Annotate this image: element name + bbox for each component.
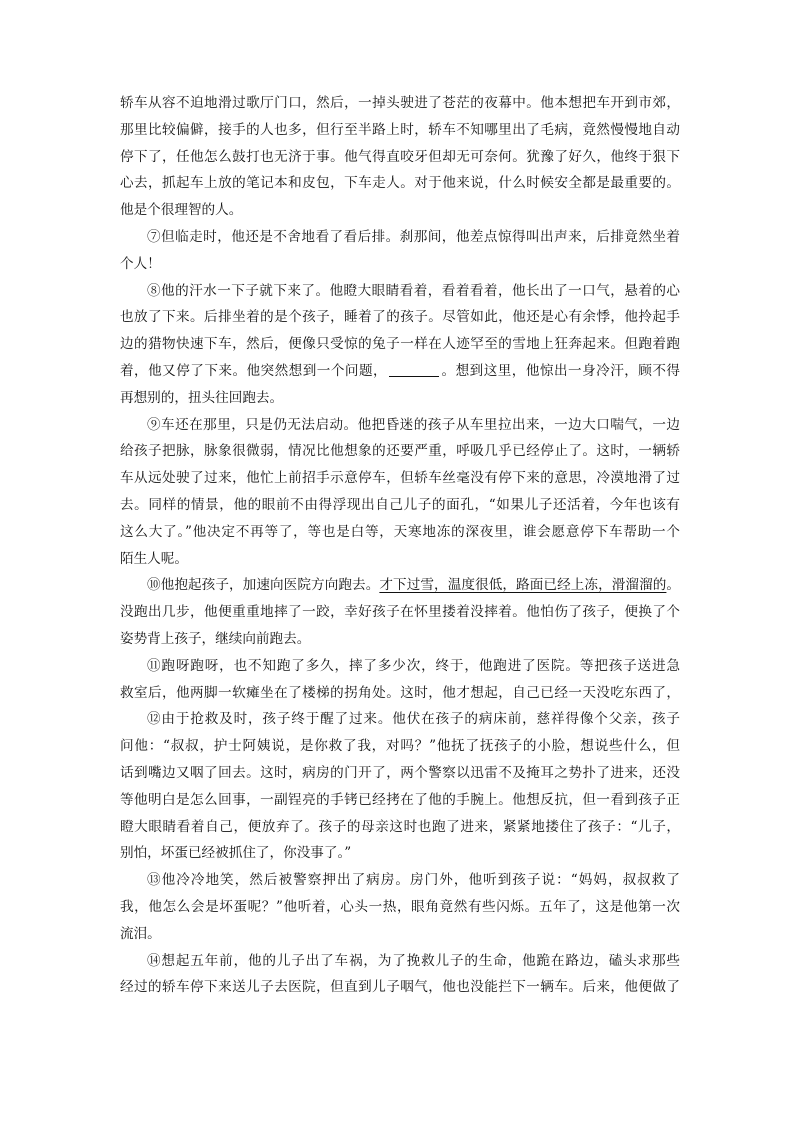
text-line: 给孩子把脉，脉象很微弱，情况比他想象的还要严重，呼吸几乎已经停止了。这时，一辆轿	[120, 443, 680, 460]
text-line	[120, 358, 680, 385]
text-segment: 。	[666, 577, 681, 594]
text-segment: 着，他又停了下来。他突然想到一个问题，	[120, 362, 388, 379]
text-line: 他是个很理智的人。	[120, 202, 243, 219]
text-line: 经过的轿车停下来送儿子去医院，但直到儿子咽气，他也没能拦下一辆车。后来，他便做了	[120, 979, 680, 996]
text-line	[120, 331, 680, 358]
text-line: 等他明白是怎么回事，一副锃亮的手铐已经拷在了他的手腕上。他想反抗，但一看到孩子正	[120, 791, 680, 808]
text-line: ⑬他冷冷地笑，然后被警察押出了病房。房门外，他听到孩子说：“妈妈，叔叔救了	[147, 872, 680, 889]
text-line: ⑭想起五年前，他的儿子出了车祸，为了挽救儿子的生命，他跪在路边，磕头求那些	[147, 952, 680, 969]
text-line: 我，他怎么会是坏蛋呢？”他听着，心头一热，眼角竟然有些闪烁。五年了，这是他第一次	[120, 898, 680, 915]
text-line: 话到嘴边又咽了回去。这时，病房的门开了，两个警察以迅雷不及掩耳之势扑了进来，还没	[120, 764, 680, 781]
text-line: ⑦但临走时，他还是不舍地看了看后排。刹那间，他差点惊得叫出声来，后排竟然坐着	[147, 228, 680, 245]
text-line: 轿车从容不迫地滑过歌厅门口，然后，一掉头驶进了苍茫的夜幕中。他本想把车开到市郊，	[120, 95, 680, 111]
text-line: 车从远处驶了过来，他忙上前招手示意停车，但轿车丝毫没有停下来的意思，冷漠地滑了过	[120, 470, 680, 487]
text-line	[120, 572, 680, 599]
text-line: 去。同样的情景，他的眼前不由得浮现出自己儿子的面孔，“如果儿子还活着，今年也该有	[120, 496, 680, 513]
text-line: 也放了下来。后排坐着的是个孩子，睡着了的孩子。尽管如此，他还是心有余悸，他拎起手	[120, 309, 680, 326]
text-line: 没跑出几步，他便重重地摔了一跤，幸好孩子在怀里搂着没摔着。他怕伤了孩子，便换了个	[120, 604, 680, 621]
text-line: 姿势背上孩子，继续向前跑去。	[120, 630, 311, 647]
text-line: ⑪跑呀跑呀，也不知跑了多久，摔了多少次，终于，他跑进了医院。等把孩子送进急	[147, 657, 680, 674]
text-segment: 。想到这里，他惊出一身冷汗，顾不得	[441, 362, 681, 379]
text-line: 陌生人呢。	[120, 550, 188, 567]
text-line: 再想别的，扭头往回跑去。	[120, 389, 284, 406]
text-line: 救室后，他两脚一软瘫坐在了楼梯的拐角处。这时，他才想起，自己已经一天没吃东西了，	[120, 684, 680, 701]
text-segment: ⑩他抱起孩子，加速向医院方向跑去。	[147, 577, 380, 594]
text-line: 停下了，任他怎么鼓打也无济于事。他气得直咬牙但却无可奈何。犹豫了好久，他终于狠下	[120, 148, 680, 165]
text-line: 心去，抓起车上放的笔记本和皮包，下车走人。对于他来说，什么时候安全都是最重要的。	[120, 175, 680, 192]
answer-blank	[389, 362, 439, 377]
text-line: 这么大了。”他决定不再等了，等也是白等，天寒地冻的深夜里，谁会愿意停下车帮助一个	[120, 523, 680, 540]
text-line: 别怕，坏蛋已经被抓住了，你没事了。”	[120, 845, 352, 862]
story-text-body	[120, 90, 680, 1001]
text-line: 瞪大眼睛看着自己，便放弃了。孩子的母亲这时也跑了进来，紧紧地搂住了孩子：“儿子，	[120, 818, 680, 835]
text-line: 个人！	[120, 255, 161, 272]
text-line: ⑧他的汗水一下子就下来了。他瞪大眼睛看着，看着看着，他长出了一口气，悬着的心	[147, 282, 680, 299]
text-segment: 边的猎物快速下车，然后，便像只受惊的兔子一样在人迹罕至的雪地上狂奔起来。但跑着跑	[120, 336, 680, 353]
text-line: ⑨车还在那里，只是仍无法启动。他把昏迷的孩子从车里拉出来，一边大口喘气，一边	[147, 416, 680, 433]
text-line: 流泪。	[120, 925, 161, 942]
text-line: 那里比较偏僻，接手的人也多，但行至半路上时，轿车不知哪里出了毛病，竟然慢慢地自动	[120, 121, 680, 138]
text-line: 问他：“叔叔，护士阿姨说，是你救了我，对吗？”他抚了抚孩子的小脸，想说些什么，但	[120, 738, 680, 755]
text-line: ⑫由于抢救及时，孩子终于醒了过来。他伏在孩子的病床前，慈祥得像个父亲，孩子	[147, 711, 680, 728]
underlined-sentence: 才下过雪，温度很低，路面已经上冻，滑溜溜的	[379, 577, 667, 594]
